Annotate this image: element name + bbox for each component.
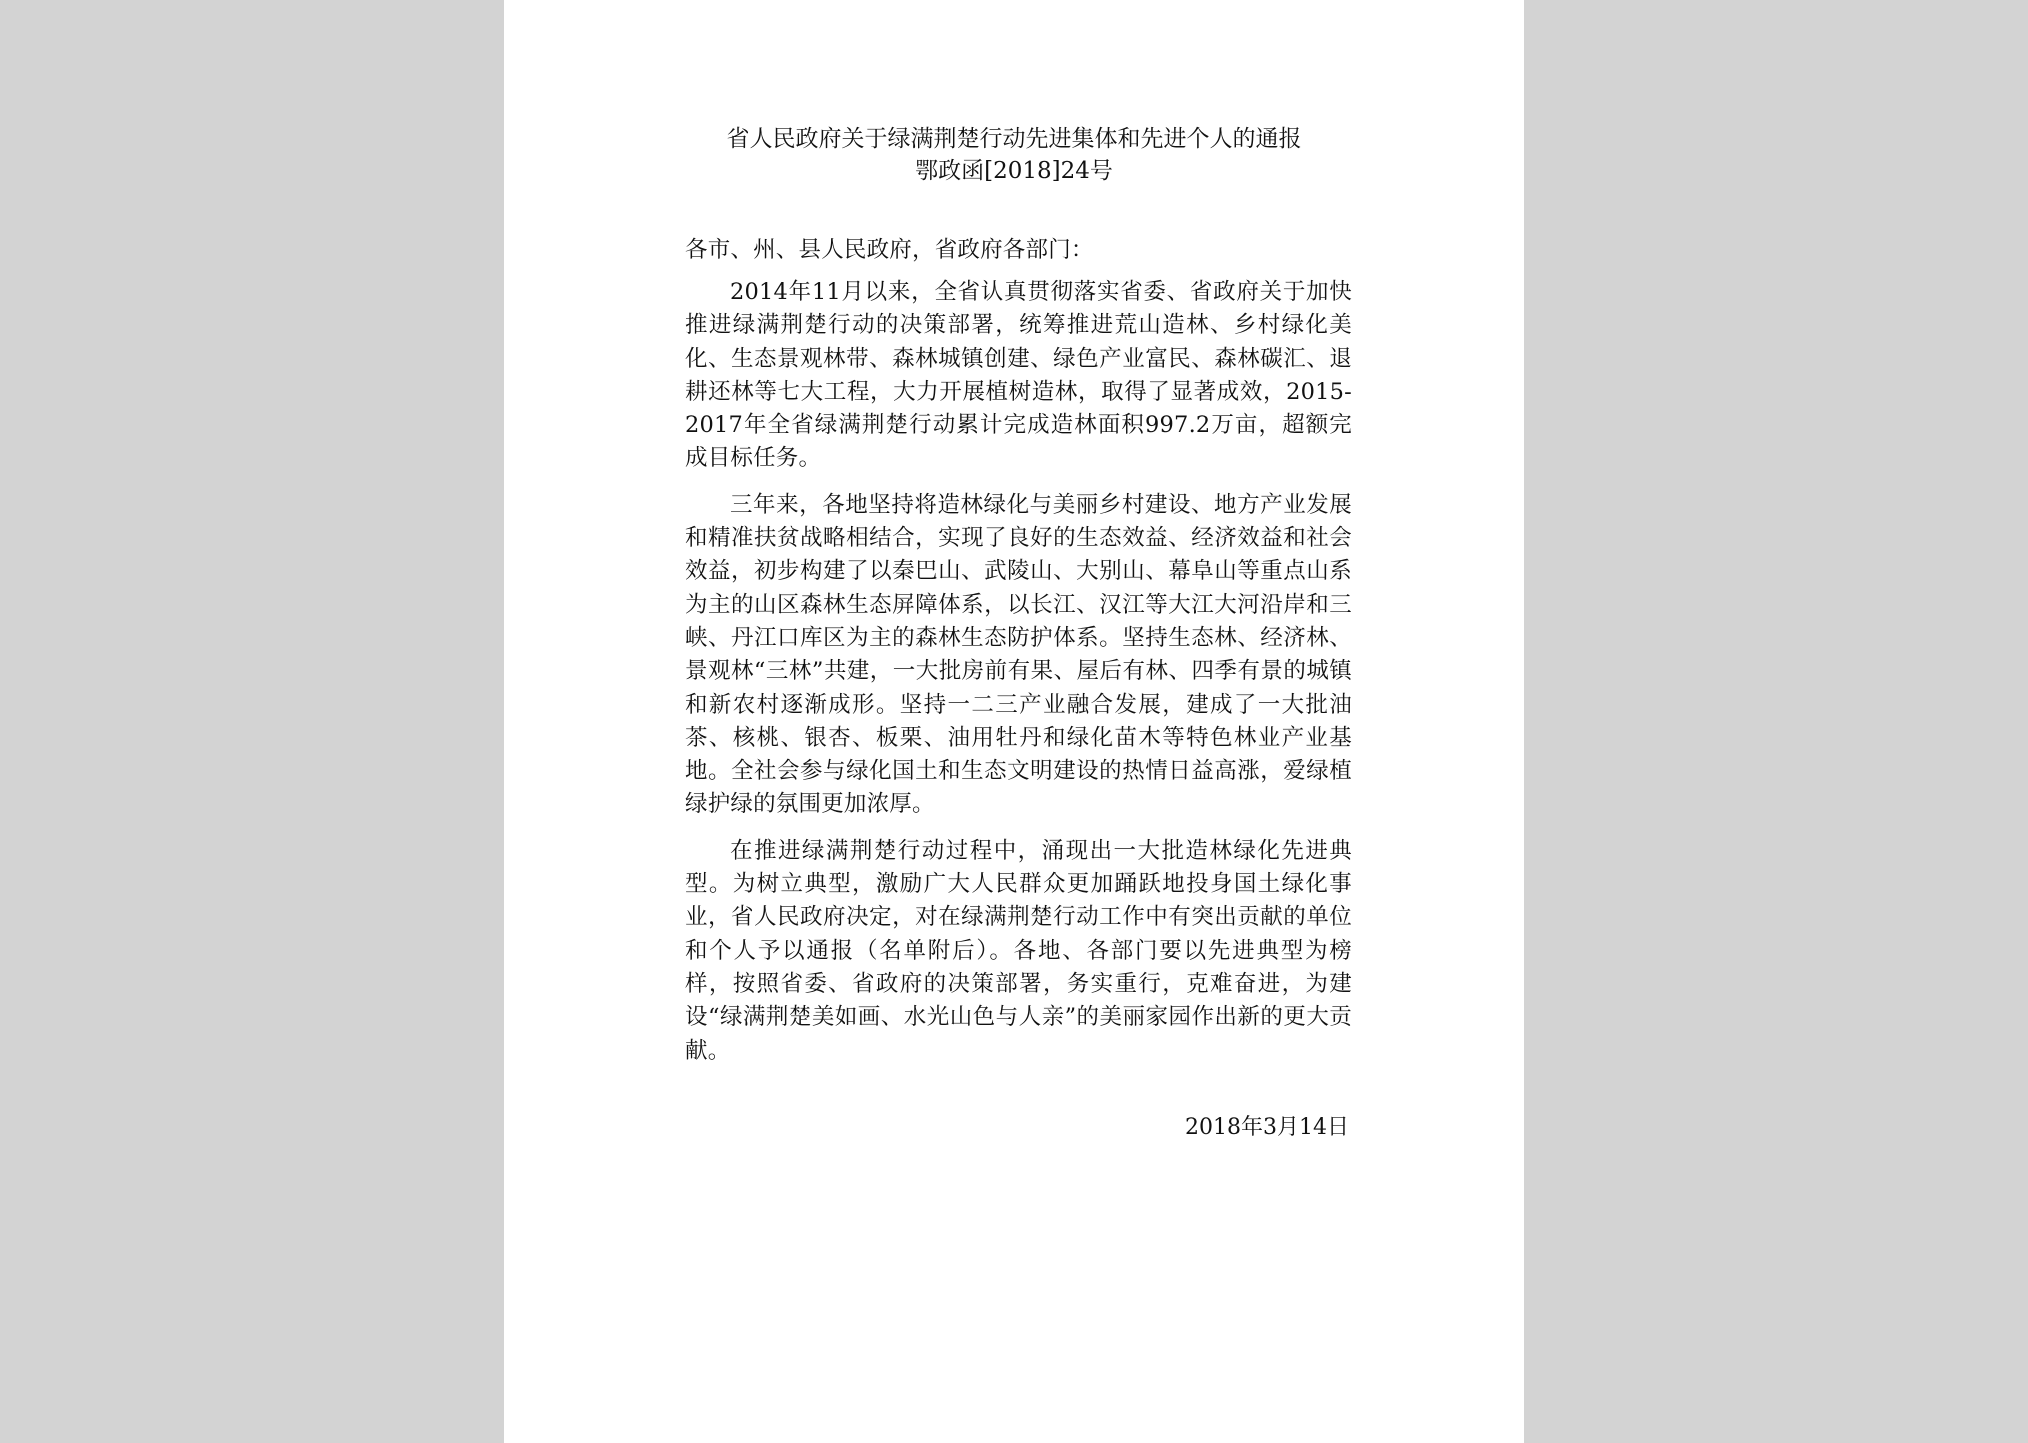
document-page xyxy=(504,0,1524,1443)
document-date: 2018年3月14日 xyxy=(1185,1115,1349,1140)
paragraph-3: 在推进绿满荆楚行动过程中，涌现出一大批造林绿化先进典型。为树立典型，激励广大人民群众更加踊跃地投身国土绿化事业，省人民政府决定，对在绿满荆楚行动工作中有突出贡献的单位和个人予以通报（名单附后）。各地、各部门要以先进典型为榜样，按照省委、省政府的决策部署，务实重行，克难奋进，为建设“绿满荆楚美如画、水光山色与人亲”的美丽家园作出新的更大贡献。 xyxy=(685,837,1352,1064)
title-block xyxy=(504,123,1524,187)
document-body xyxy=(685,234,1352,1081)
paragraph-1: 2014年11月以来，全省认真贯彻落实省委、省政府关于加快推进绿满荆楚行动的决策部署，统筹推进荒山造林、乡村绿化美化、生态景观林带、森林城镇创建、绿色产业富民、森林碳汇、退耕还林等七大工程，大力开展植树造林，取得了显著成效，2015-2017年全省绿满荆楚行动累计完成造林面积997.2万亩，超额完成目标任务。 xyxy=(685,279,1352,472)
paragraph-2: 三年来，各地坚持将造林绿化与美丽乡村建设、地方产业发展和精准扶贫战略相结合，实现了良好的生态效益、经济效益和社会效益，初步构建了以秦巴山、武陵山、大别山、幕阜山等重点山系为主的山区森林生态屏障体系，以长江、汉江等大江大河沿岸和三峡、丹江口库区为主的森林生态防护体系。坚持生态林、经济林、景观林“三林”共建，一大批房前有果、屋后有林、四季有景的城镇和新农村逐渐成形。坚持一二三产业融合发展，建成了一大批油茶、核桃、银杏、板栗、油用牡丹和绿化苗木等特色林业产业基地。全社会参与绿化国土和生态文明建设的热情日益高涨，爱绿植绿护绿的氛围更加浓厚。 xyxy=(685,491,1352,818)
document-title: 省人民政府关于绿满荆楚行动先进集体和先进个人的通报 xyxy=(726,126,1302,152)
salutation: 各市、州、县人民政府，省政府各部门： xyxy=(685,237,1094,263)
document-number: 鄂政函[2018]24号 xyxy=(915,158,1113,184)
